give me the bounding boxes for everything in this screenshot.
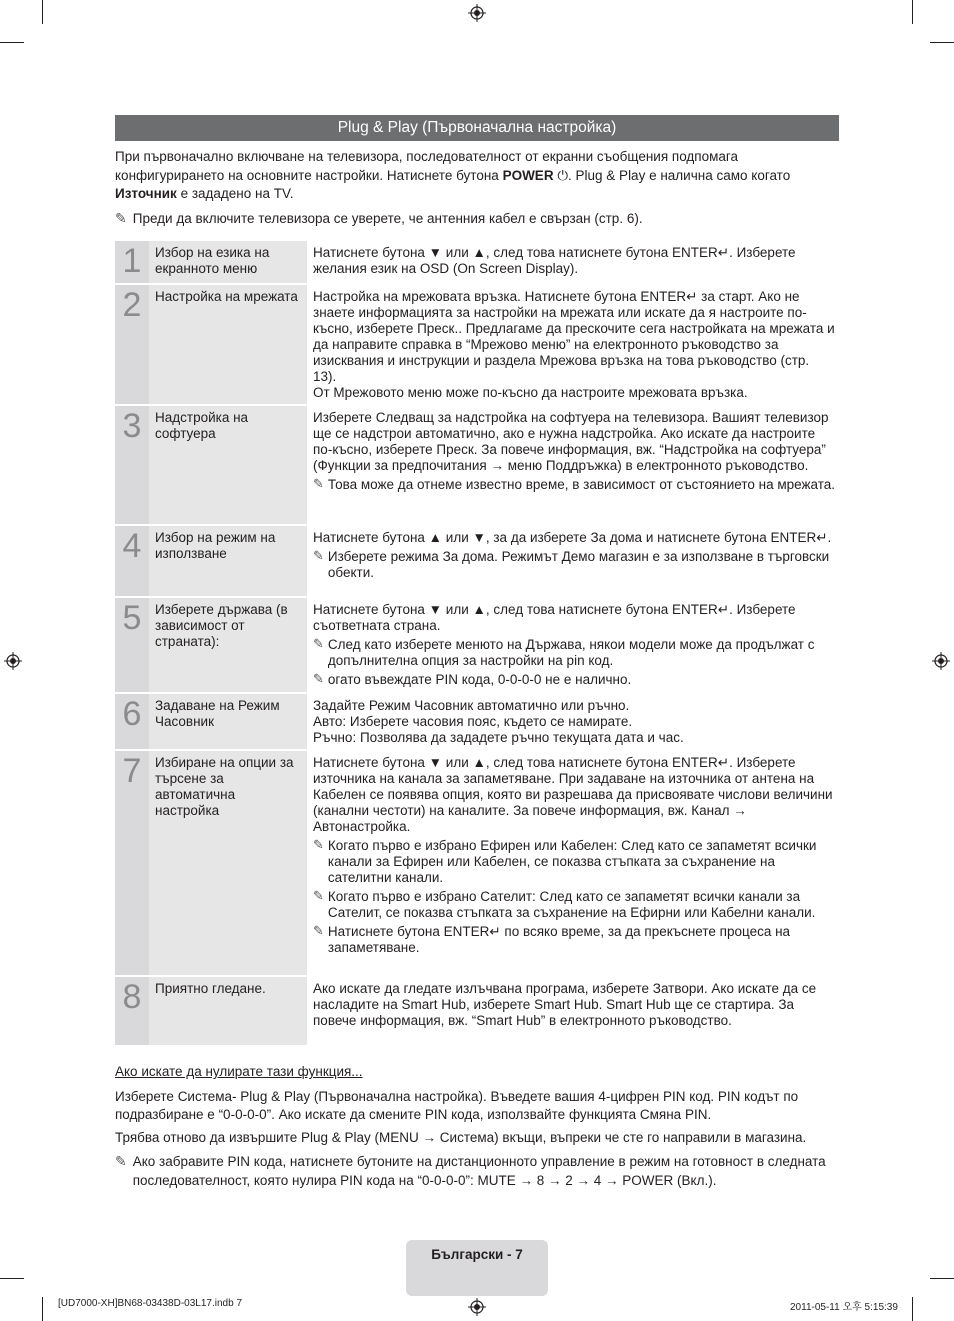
crop-mark [42, 1297, 43, 1321]
registration-mark-icon [4, 652, 22, 670]
step-note [313, 477, 835, 493]
step-note [313, 924, 835, 956]
pencil-note-icon: ✎ [115, 1154, 127, 1170]
step-label: Настройка на мрежата [149, 285, 307, 404]
step-note [313, 838, 835, 886]
reset-note [115, 1153, 839, 1190]
step-text: Натиснете бутона ▼ или ▲, след това натиснете бутона ENTER↵. Изберете съответната страна. [313, 602, 796, 633]
steps-table [115, 241, 839, 1047]
step-description [307, 694, 839, 749]
step-label: Избор на режим на използване [149, 526, 307, 596]
step-text: Натиснете бутона ▼ или ▲, след това натиснете бутона ENTER↵. Изберете източника на канала за запаметяване. При задаване на източника от антена на Кабелен се появява опция, която ви разрешава да присвоявате числови величини (канални честоти) на каналите. За повече информация, вж. Канал → Автонастройка. [313, 755, 833, 834]
crop-mark [912, 1297, 913, 1321]
step-number: 1 [115, 241, 149, 283]
intro-line: е зададено на TV. [180, 186, 294, 201]
step-note [313, 637, 835, 669]
step-text: Ако искате да гледате излъчвана програма, изберете Затвори. Ако искате да се насладите на Smart Hub, изберете Smart Hub. Smart Hub ще се стартира. За повече информация, вж. “Smart Hub” в електронното ръководство. [313, 981, 817, 1028]
step-description [307, 977, 839, 1045]
note-text: Когато първо е избрано Сателит: След като се запаметят всички канали за Сателит, се показва стъпката за съхранение на Ефирни или Кабелни канали. [327, 889, 816, 920]
step-text: Изберете Следващ за надстройка на софтуера на телевизора. Вашият телевизор ще се надстрои автоматично, ако е нужна надстройка. Ако искате да настроите по-късно, изберете Преск. За повече информация, вж. “Надстройка на софтуера” (Функции за предпочитания → меню Поддръжка) в електронното ръководство. [313, 410, 829, 473]
step-row [115, 241, 839, 283]
step-row [115, 406, 839, 524]
step-text: Авто: Изберете часовия пояс, където се намирате. [313, 714, 633, 729]
source-keyword: Източник [115, 186, 177, 201]
reset-section [115, 1063, 839, 1190]
step-row [115, 526, 839, 596]
step-number: 6 [115, 694, 149, 749]
power-icon: ⏻ [557, 167, 569, 183]
step-row [115, 751, 839, 975]
pencil-note-icon: ✎ [313, 924, 324, 939]
reset-paragraph: Трябва отново да извършите Plug & Play (MENU → Система) вкъщи, въпреки че сте го направили в магазина. [115, 1129, 807, 1145]
step-row [115, 598, 839, 692]
intro-note [115, 210, 839, 229]
intro-line: . Plug & Play е налична само когато [568, 167, 791, 183]
note-text: Преди да включите телевизора се уверете, че антенния кабел е свързан (стр. 6). [132, 210, 643, 226]
step-description [307, 406, 839, 524]
step-label: Надстройка на софтуера [149, 406, 307, 524]
step-row [115, 694, 839, 749]
step-number: 2 [115, 285, 149, 404]
intro-text [115, 148, 839, 228]
step-description [307, 526, 839, 596]
crop-mark [0, 42, 24, 43]
registration-mark-icon [468, 1298, 486, 1316]
step-number: 5 [115, 598, 149, 692]
print-info-left: [UD7000-XH]BN68-03438D-03L17.indb 7 [58, 1298, 243, 1309]
step-label: Задаване на Режим Часовник [149, 694, 307, 749]
step-text: Натиснете бутона ▼ или ▲, след това натиснете бутона ENTER↵. Изберете желания език на OSD (On Screen Display). [313, 245, 796, 276]
intro-line: При първоначално включване на телевизора, последователност от екранни съобщения подпомага конфигурирането на основните настройки. Натиснете бутона [115, 149, 739, 183]
step-text: Натиснете бутона ▲ или ▼, за да изберете За дома и натиснете бутона ENTER↵. [313, 530, 832, 545]
pencil-note-icon: ✎ [313, 889, 324, 904]
step-text: Задайте Режим Часовник автоматично или ръчно. [313, 698, 630, 713]
note-text: огато въвеждате PIN кода, 0-0-0-0 не е налично. [327, 672, 632, 687]
step-text: Настройка на мрежовата връзка. Натиснете бутона ENTER↵ за старт. Ако не знаете информацията за настройки на мрежата или искате да я настроите по-късно, изберете Преск.. Предлагаме да прескочите сега настройката на мрежата и да направите справка в “Мрежово меню” на електронното ръководство за изисквания и инструкции и раздела Мрежова връзка на това ръководство (стр. 13). [313, 289, 835, 384]
crop-mark [930, 42, 954, 43]
step-row [115, 285, 839, 404]
step-description [307, 751, 839, 975]
step-note [313, 889, 835, 921]
pencil-note-icon: ✎ [313, 637, 324, 652]
step-note [313, 672, 835, 688]
note-text: Натиснете бутона ENTER↵ по всяко време, за да прекъснете процеса на запаметяване. [327, 924, 791, 955]
registration-mark-icon [468, 4, 486, 22]
print-info-right: 2011-05-11 오후 5:15:39 [790, 1302, 898, 1313]
step-number: 3 [115, 406, 149, 524]
pencil-note-icon: ✎ [313, 477, 324, 492]
step-description [307, 598, 839, 692]
reset-paragraph: Изберете Система- Plug & Play (Първоначална настройка). Въведете вашия 4-цифрен PIN код. PIN кодът по подразбиране е “0-0-0-0”. Ако искате да смените PIN кода, използвайте функцията Смяна PIN. [115, 1088, 799, 1122]
step-number: 8 [115, 977, 149, 1045]
power-keyword: POWER [502, 167, 554, 183]
step-label: Приятно гледане. [149, 977, 307, 1045]
step-number: 7 [115, 751, 149, 975]
section-title: Plug & Play (Първоначална настройка) [115, 115, 839, 141]
step-description [307, 285, 839, 404]
step-number: 4 [115, 526, 149, 596]
crop-mark [42, 0, 43, 24]
reset-heading: Ако искате да нулирате тази функция... [115, 1064, 363, 1079]
pencil-note-icon: ✎ [313, 549, 324, 564]
step-text: От Мрежовото меню може по-късно да настроите мрежовата връзка. [313, 385, 748, 400]
note-text: Когато първо е избрано Ефирен или Кабелен: След като се запаметят всички канали за Ефирен или Кабелен, се показва стъпката за съхранение на сателитни канали. [327, 838, 817, 885]
step-text: Ръчно: Позволява да зададете ръчно текущата дата и час. [313, 730, 684, 745]
pencil-note-icon: ✎ [313, 838, 324, 853]
step-description [307, 241, 839, 283]
note-text: Изберете режима За дома. Режимът Демо магазин е за използване в търговски обекти. [327, 549, 830, 580]
pencil-note-icon: ✎ [313, 672, 324, 687]
page-number-tab: Български - 7 [406, 1240, 548, 1296]
registration-mark-icon [932, 652, 950, 670]
crop-mark [930, 1278, 954, 1279]
pencil-note-icon: ✎ [115, 210, 127, 227]
note-text: Ако забравите PIN кода, натиснете бутоните на дистанционното управление в режим на готовност в следната последователност, която нулира PIN кода на “0-0-0-0”: MUTE → 8 → 2 → 4 → POWER (Вкл.). [132, 1154, 826, 1188]
step-note [313, 549, 835, 581]
intro-paragraph [115, 148, 839, 204]
step-label: Избиране на опции за търсене за автоматична настройка [149, 751, 307, 975]
step-label: Изберете държава (в зависимост от страната): [149, 598, 307, 692]
crop-mark [0, 1278, 24, 1279]
step-row [115, 977, 839, 1045]
crop-mark [912, 0, 913, 24]
note-text: След като изберете менюто на Държава, някои модели може да продължат с допълнителна опция за настройки на pin код. [327, 637, 815, 668]
step-label: Избор на езика на екранното меню [149, 241, 307, 283]
note-text: Това може да отнеме известно време, в зависимост от състоянието на мрежата. [327, 477, 835, 492]
